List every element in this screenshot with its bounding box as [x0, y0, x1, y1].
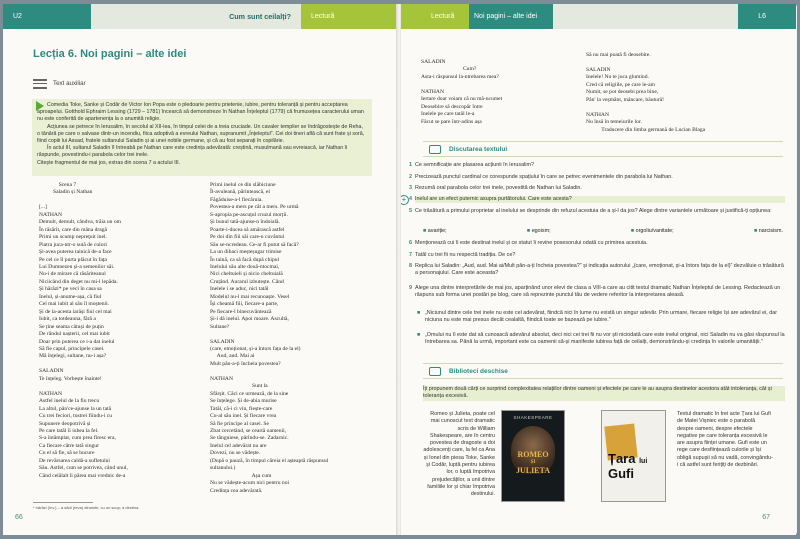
book2-title-line: Țara — [608, 451, 636, 466]
book2-title-line: Gufi — [608, 466, 634, 481]
aux-label: Text auxiliar — [53, 80, 86, 87]
option: ■ narcisism. — [753, 228, 783, 234]
page-number-left: 66 — [15, 514, 23, 521]
library-heading-bar — [423, 363, 783, 379]
book1-cover — [501, 410, 565, 502]
reading-tab-right — [401, 4, 469, 29]
intro-paragraph: Citește fragmentul de mai jos, extras din scena 7 a actului III. — [37, 159, 181, 166]
zoom-plus-icon[interactable]: + — [401, 195, 409, 205]
page-number-right: 67 — [762, 514, 770, 521]
lesson-title: Lecția 6. Noi pagini – alte idei — [33, 48, 187, 60]
reading-tab — [301, 4, 398, 29]
question: 4 Inelul are un efect puternic asupra purtătorului. Care este acesta? — [415, 196, 785, 203]
intro-paragraph: Acțiunea se petrece în Ierusalim, în secolul al XII-lea, în timpul celei de a treia cruciade. Un cavaler templier se îndrăgostește de Reha, o tânără pe care o salvase dintr-un incendiu, fiica adoptivă a evreului Nathan, supranumit „Înțeleptul”. Cei doi tineri află că sunt frate și soră, fiind copiii lui Assad, fratele sultanului Saladin și ai unei nobile germane, și că au fost separați în copilărie. — [37, 123, 365, 145]
footnote-divider — [33, 502, 93, 503]
interpretation-quote: ■ „Omului nu îi este dat să cunoască adevărul absolut, deci nici cei trei fii nu vor ști niciodată care este inelul original, nici Saladin nu va găsi răspunsul la întrebarea sa. Până la urmă, important este ca oamenii să-și manifeste iubirea față de ceilalți, demonstrându-și credința în valorile umanității.” — [417, 332, 785, 346]
question: 9 Alege una dintre interpretările de mai jos, aparținând unor elevi de clasa a VIII-a care au citit textul dramatic Nathan Înțeleptul de Lessing. Redactează un răspuns sub forma unei postări pe blog, care să reprezinte punctul tău de vedere referitor la interpretarea aleasă. — [409, 285, 781, 299]
intro-paragraph: În actul III, sultanul Saladin îl întreabă pe Nathan care este credința adevărată: creștină, musulmană sau evreiască, iar Nathan îi răspunde, povestindu-i parabola celor trei inele. — [37, 145, 348, 159]
reading-tab-right-label: Lectură — [431, 13, 455, 20]
subtitle-label: Noi pagini – alte idei — [474, 13, 538, 20]
lesson-code: L6 — [758, 13, 766, 20]
book2-cover — [601, 410, 666, 502]
options-row — [423, 228, 783, 234]
header-fill — [553, 4, 738, 29]
unit-label: U2 — [13, 13, 22, 20]
question: 5 Ce trăsătură a primului proprietar al inelului se desprinde din refuzul acestuia de a și-l da jos? Alege dintre variantele următoare și justifică-ți opțiunea: — [409, 208, 772, 214]
option: ■ egoism; — [526, 228, 551, 234]
right-play-column-2: Să nu mai poată fi deosebite. SALADIN Inelele! Nu te juca glumind. Cred că religiile, pe care le-am Numit, se pot deosebi prea bine, Pân' la veșmânt, mâncare, băutură! NATHAN Nu însă în temeiurile lor. Traducere din limba germană de Lucian Blaga — [586, 52, 706, 133]
discussion-heading: Discutarea textului — [449, 145, 508, 153]
book1-title-line: JULIETA — [515, 466, 551, 475]
option: ■ avariție; — [423, 228, 447, 234]
text-lines-icon — [33, 79, 47, 89]
subtitle-tab — [469, 4, 553, 29]
question: 1 Ce semnificație are plasarea acțiunii în Ierusalim? — [409, 162, 534, 168]
footnote: * hărăzi (înv.) – a sădi (reva) dinainte, cu un scop; a destina. — [33, 505, 140, 510]
unit-title-bar — [91, 4, 301, 29]
lesson-code-tab — [738, 4, 796, 29]
right-page — [401, 4, 796, 535]
reading-tab-label: Lectură — [311, 13, 335, 20]
question: 2 Precizează punctul cardinal ce corespunde spațiului în care se petrec evenimentele din parabola lui Nathan. — [409, 174, 673, 180]
question: 8 Replica lui Saladin: „Aud, aud. Mai ai/Mult păn-a-ți încheia povestea?” și indicația autorului „(care, emoționat, și-a întors fața de la el)” dezvăluie o trăsătură a personajului. Care este aceasta? — [409, 263, 784, 277]
intro-text — [37, 102, 367, 167]
question: 6 Menționează cui îi este destinat inelul și ce statut îi revine posesorului odată cu primirea acestuia. — [409, 240, 648, 246]
library-heading: Biblioteci deschise — [449, 367, 508, 375]
interpretation-quote: ■ „Niciunul dintre cele trei inele nu este cel adevărat, fiindcă nici în lume nu există un singur adevăr. Prin urmare, fiecare religie își are adevărul ei, dar niciuna nu este mai presus decât cealaltă, fiindcă toate se bazează pe iubire.” — [417, 310, 778, 324]
play-column-2: Primi inelul ce din slăbiciune Îl-avuleană, părintească, el Făgăduise-a-l fiecăruia. Povestea-a mers pe cât a mers. Pe urmă S-apropia pe-ascuțul cruzul morții. Și bunul tată-ajunse-n îndoială. Poarte-i-ducea să amărască astfel Pe doi din fiii săi care-n cuvântul Său se-ncredeau. Ce-ar fi putut să facă? La un dibaci meșteșugar trimise În taină, ca să facă după chipul Inelului său alte două-ntocmai, Nici cheltuieli și nicio cheltuială Cruțând. Aurarul izbutește. Când Inelele i se aduc, nici tatăl Modelul nu-l mai recunoaște. Vesel Își cheamă fiii, fiecare-a parte, Pe fiecare-l binecuvântează Și-i dă inelul. Apoi moare. Ascultă, Sultane? SALADIN (care, emoționat, și-a întors fața de la el) Aud, aud. Mai ai Mult păn-a-ți încheia povestea? NATHAN Sunt la Sfârșit. Căci ce urmează, de la sine Se înțelege. Și de-abia murise Tatăl, că-i ci vin, fiește-care Cu-al său inel. Și fiecare vrea Să fie principe al casei. Se Zbat cercetând, se ceartă oamenii, Se tânguiese, părîndu-se. Zadarnic. Inelul cel adevărat nu are Dovezi, nu se vădește. (După o pauză, în timpul căreia el așteaptă răspunsul sultanului.) Așa cum Nu se vădește-acum nici pentru noi Credința cea adevărată. — [210, 182, 329, 494]
unit-title: Cum sunt ceilalți? — [229, 12, 291, 21]
question: 3 Rezumă oral parabola celor trei inele, povestită de Nathan lui Saladin. — [409, 185, 582, 191]
left-page — [3, 4, 398, 535]
question: 7 Tatăl cu trei fii nu respectă tradiția. De ce? — [409, 252, 516, 258]
book-icon — [429, 367, 441, 376]
unit-tab — [3, 4, 91, 29]
book-spread — [3, 4, 797, 535]
intro-paragraph: Comedia Toke, Sanke și Codăr de Victor Ion Popa este o pledoarie pentru prietenie, iubire, pentru toleranță și pentru acceptarea aproapelui. Gotthold Ephraim Lessing (1729 – 1781) încearcă să demonstreze în Nathan Înțeleptul (1779) că frumusețea caracterului uman nu este conferită de apartenența la o anumită religie. — [37, 102, 364, 123]
book1-author: SHAKESPEARE — [513, 415, 553, 420]
right-play-column-1: SALADIN Cum? Asta-i răspunsul la-ntrebarea mea? NATHAN Iertare doar voiam că nu mă-ncumet Deosebire să descopăr între Inelele pe care tatăl le-a Făcut se pare într-adins așa — [421, 59, 503, 125]
discussion-heading-bar — [423, 141, 783, 157]
option: ■ orgoliu/vanitate; — [630, 228, 674, 234]
book1-title-line: ȘI — [530, 460, 536, 465]
play-column-1: Scena 7 Saladin și Nathan [...] NATHAN Demult, demult, cândva, trăia un om În răsărit, care din mâna dragă Primi un scump nepreţuit inel. Piatra juca-ntr-o sută de culori Și-avea puterea tainică de-a face Pe cel ce îl purta plăcut în fața Lui Dumnezeu și-a semenilor săi. Nu-i de mirare că răsăriteanul Niciicând din deget nu mi-l lepăda. Și hărăzi* pe veci în casa sa Inelul, și-anume-așa, că fiul Cel mai iubit al său îl moștenii. Și de la-acesta iarăși fiul cel mai Iubit, ca totdeauna, fără a Se ține seama câtuși de puțin De rândul nașterii, cel mai iubit Doar prin puterea ce i-a dat inelul Să fie capul, principele casei. Mă înțelegi, sultane, nu-i așa? SALADIN Te înțeleg. Vorbește înainte! NATHAN Astfel inelul de la fiu trecu La altul, pân'ce-ajunse la un tată Cu trei feciori, tustrei fiindu-i cu Supunere deopotrivă și Pe care tatăl îi iubea la fel. S-a întâmplat, cum prea firesc era, Ca fiecare către tată singur Cu el să fie, să se bucure De revărsarea caldă-a sufletului Său. Astfel, cum se potrivea, când unul, Când celălalt îi părea mai vrednic de-a — [39, 182, 128, 479]
book1-title-line: ROMEO — [517, 450, 549, 459]
book1-description: Romeo și Julieta, poate cel mai cunoscut text dramatic scris de William Shakespeare, are în centru povestea de dragoste a doi adolescenți care, la fel ca Ana și Ionel din piesa Toke, Sanke și Codăr, luptă pentru iubirea lor, o luptă împotriva prejudecăților, a unii dintre familiile lor și chiar împotriva destinului. — [423, 411, 495, 498]
library-intro: Îți propunem două cărți ce surprind complexitatea relațiilor dintre oameni și efectele pe care le au asupra destinelor acestora atât intoleranța, cât și toleranța excesivă. — [423, 386, 785, 401]
chat-bubble-icon — [429, 145, 441, 154]
book2-title-line: lui — [639, 458, 648, 465]
book2-description: Textul dramatic în trei acte Țara lui Gufi de Matei Vișniec este o parabolă despre oameni, despre efectele negative pe care toleranța excesivă le are asupra ființei umane. Gufi este un rege care desființează culorile și își obligă supușii să nu vadă, convingându-i că astfel sunt ferițiți de dezbinări. — [677, 411, 773, 469]
